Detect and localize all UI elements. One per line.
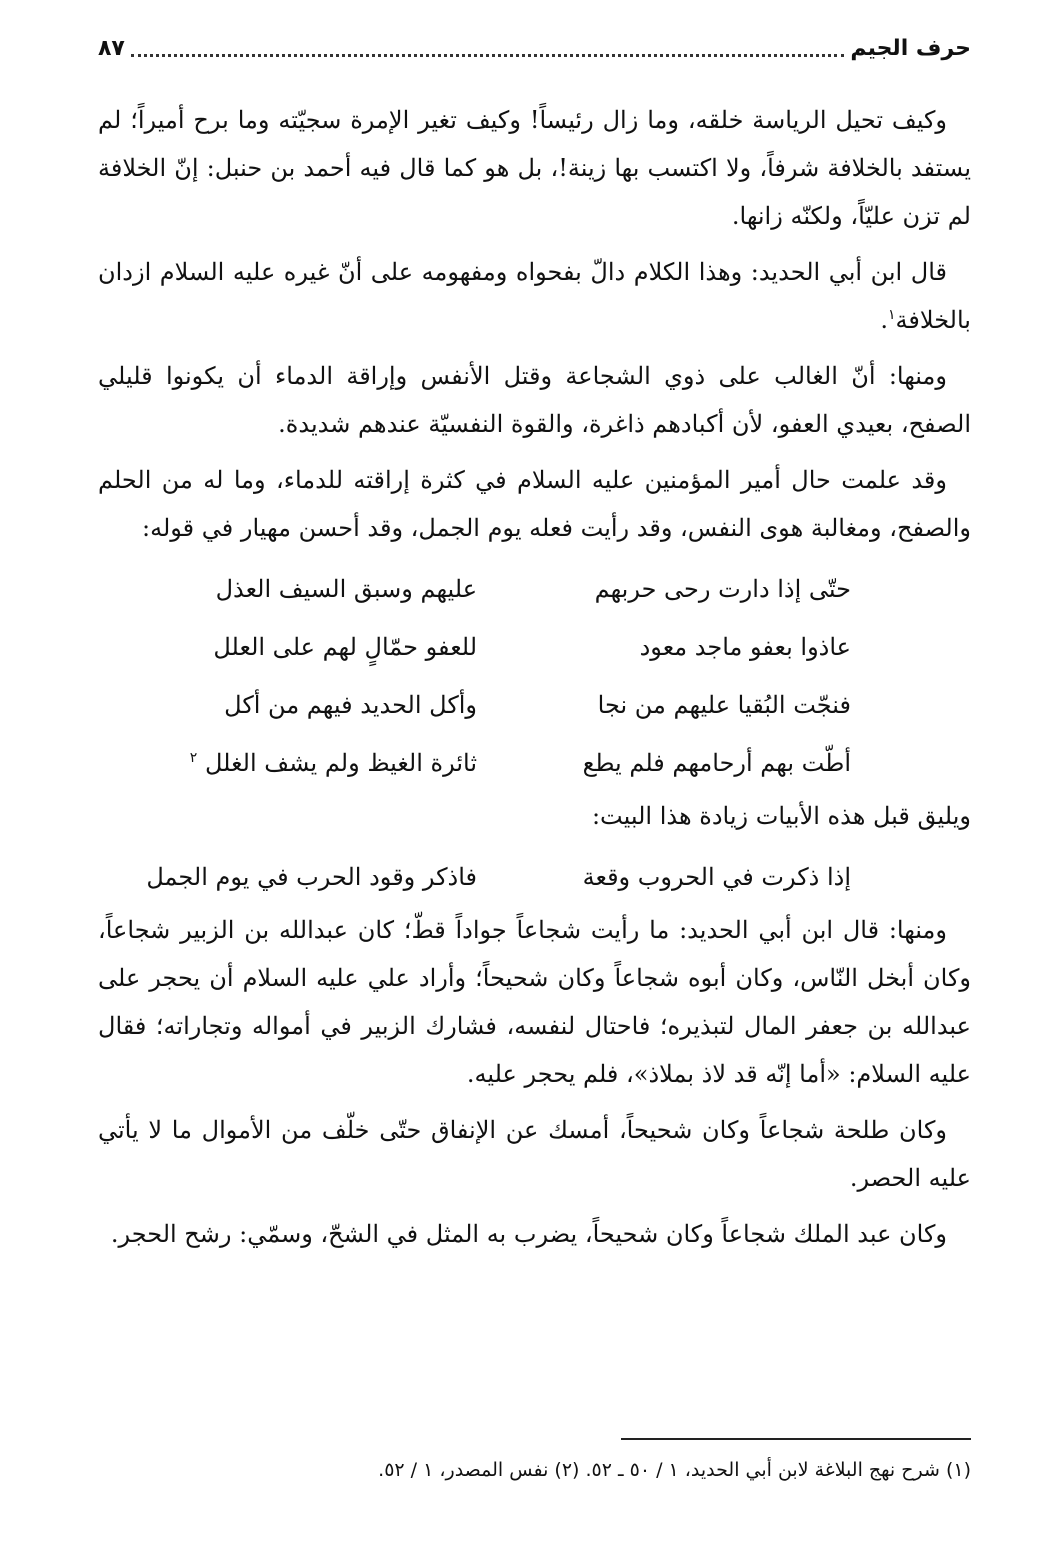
- paragraph-after-verses: ويليق قبل هذه الأبيات زيادة هذا البيت:: [591, 802, 971, 830]
- verse-1-first-hemistich: حتّى إذا دارت رحى حربهم: [594, 575, 851, 603]
- footnote-separator: [621, 1438, 971, 1440]
- verse-3-first-hemistich: فنجّت البُقيا عليهم من نجا: [597, 691, 851, 719]
- verse-1-second-hemistich: عليهم وسبق السيف العذل: [215, 575, 478, 603]
- verse-2-first-hemistich: عاذوا بعفو ماجد معود: [639, 633, 851, 661]
- running-header: [98, 28, 971, 68]
- extra-verse-first-hemistich: إذا ذكرت في الحروب وقعة: [582, 863, 851, 891]
- verse-1: [98, 560, 971, 618]
- extra-verse-second-hemistich: فاذكر وقود الحرب في يوم الجمل: [146, 863, 478, 891]
- chapter-title: حرف الجيم: [850, 35, 971, 61]
- verse-4-second-text: ثائرة الغيظ ولم يشف الغلل: [204, 749, 478, 777]
- verse-4-second-hemistich: [98, 739, 517, 787]
- poem: [98, 560, 971, 792]
- verse-4: [98, 734, 971, 792]
- paragraph-6: وكان طلحة شجاعاً وكان شحيحاً، أمسك عن الإنفاق حتّى خلّف من الأموال ما لا يأتي عليه الحصر.: [98, 1116, 971, 1192]
- verse-4-first-hemistich: أطّت بهم أرحامهم فلم يطع: [582, 749, 851, 777]
- extra-verse: [98, 848, 971, 906]
- paragraph-5: ومنها: قال ابن أبي الحديد: ما رأيت شجاعاً جواداً قطّ؛ كان عبدالله بن الزبير شجاعاً، وكان أبخل النّاس، وكان أبوه شجاعاً وكان شحيحاً؛ وأراد علي عليه السلام أن يحجر على عبدالله بن جعفر المال لتبذيره؛ فاحتال لنفسه، فشارك الزبير في أمواله وتجاراته؛ فقال عليه السلام: «أما إنّه قد لاذ بملاذ»، فلم يحجر عليه.: [98, 916, 971, 1088]
- paragraph-1: وكيف تحيل الرياسة خلقه، وما زال رئيساً! وكيف تغير الإمرة سجيّته وما برح أميراً؛ لم يستفد بالخلافة شرفاً، ولا اكتسب بها زينة!، بل هو كما قال فيه أحمد بن حنبل: إنّ الخلافة لم تزن عليّاً، ولكنّه زانها.: [98, 106, 971, 230]
- header-leader-dots: [131, 40, 844, 57]
- footnote-ref-2: ٢: [189, 750, 198, 766]
- verse-3: [98, 676, 971, 734]
- paragraph-4: وقد علمت حال أمير المؤمنين عليه السلام في كثرة إراقته للدماء، وما له من الحلم والصفح، ومغالبة هوى النفس، وقد رأيت فعله يوم الجمل، وقد أحسن مهيار في قوله:: [98, 466, 971, 542]
- paragraph-2: قال ابن أبي الحديد: وهذا الكلام دالّ بفحواه ومفهومه على أنّ غيره عليه السلام ازدان بالخلافة$^١$.: [98, 258, 971, 334]
- page-number: ٨٧: [98, 35, 125, 61]
- footnote-ref-1: ١: [888, 307, 896, 323]
- paragraph-2-text: قال ابن أبي الحديد: وهذا الكلام دالّ بفحواه ومفهومه على أنّ غيره عليه السلام ازدان بالخلافة: [98, 258, 971, 334]
- verse-2: [98, 618, 971, 676]
- verse-2-second-hemistich: للعفو حمّالٍ لهم على العلل: [213, 633, 478, 661]
- paragraph-7: وكان عبد الملك شجاعاً وكان شحيحاً، يضرب به المثل في الشحّ، وسمّي: رشح الحجر.: [110, 1220, 947, 1248]
- verse-3-second-hemistich: وأكل الحديد فيهم من أكل: [224, 691, 478, 719]
- paragraph-3: ومنها: أنّ الغالب على ذوي الشجاعة وقتل الأنفس وإراقة الدماء أن يكونوا قليلي الصفح، بعيدي العفو، لأن أكبادهم ذاغرة، والقوة النفسيّة عندهم شديدة.: [98, 362, 971, 438]
- body-text: [98, 96, 971, 1266]
- footnote: (١) شرح نهج البلاغة لابن أبي الحديد، ١ / ٥٠ ـ ٥٢. (٢) نفس المصدر، ١ / ٥٢.: [378, 1459, 971, 1481]
